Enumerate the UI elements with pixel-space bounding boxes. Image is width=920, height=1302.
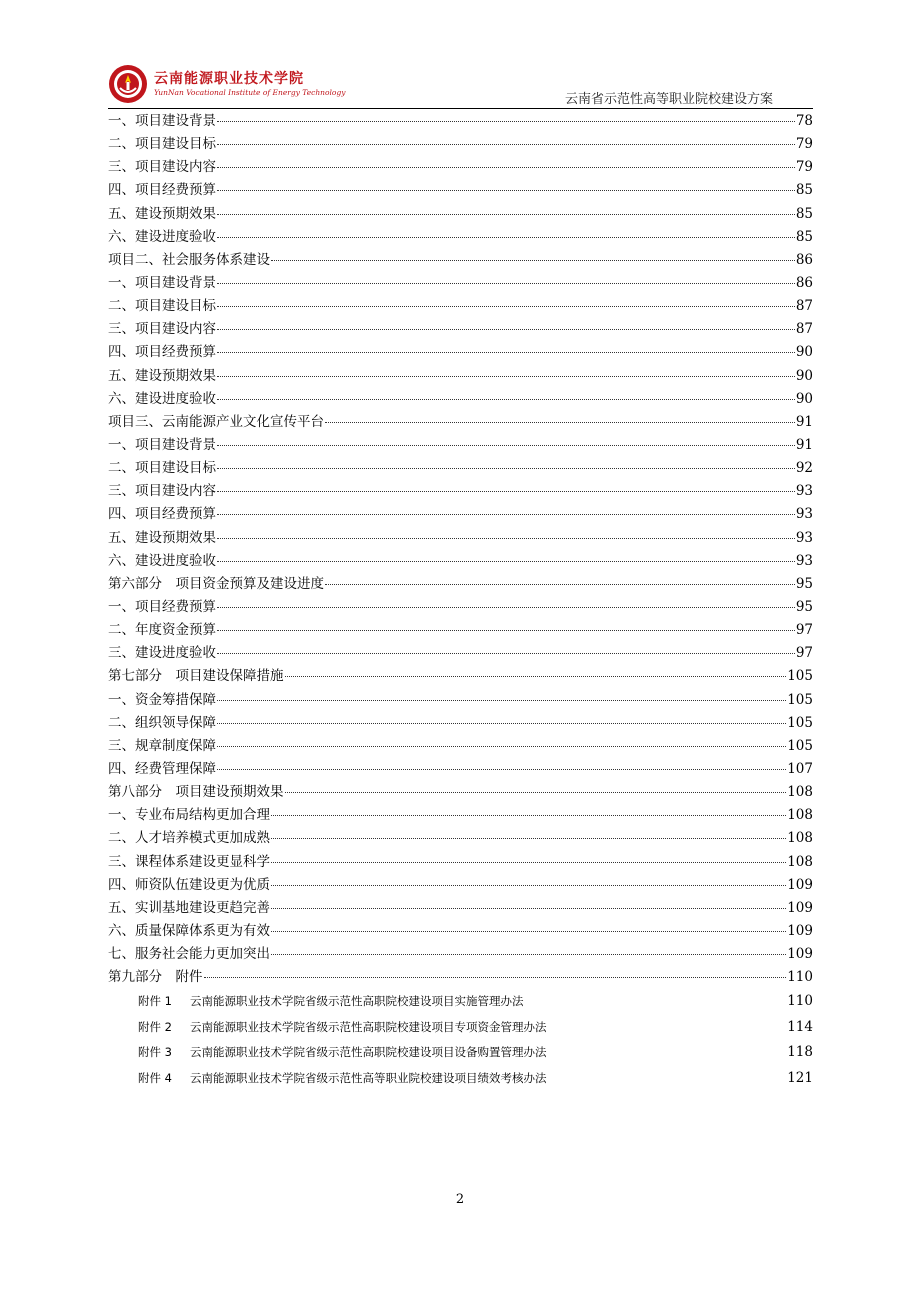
toc-entry-label: 项目三、云南能源产业文化宣传平台 — [108, 413, 324, 430]
appendix-entry[interactable] — [108, 1015, 813, 1041]
appendix-number: 附件 1 — [138, 994, 172, 1009]
toc-leader-dots — [217, 190, 795, 191]
toc-entry-page: 97 — [795, 622, 813, 639]
toc-entry[interactable] — [108, 781, 813, 804]
appendix-page: 121 — [787, 1069, 813, 1086]
toc-entry[interactable] — [108, 804, 813, 827]
toc-entry-page: 91 — [795, 413, 813, 430]
toc-entry-page: 79 — [795, 159, 813, 176]
toc-entry[interactable] — [108, 249, 813, 272]
appendix-entry[interactable] — [108, 989, 813, 1015]
toc-entry[interactable] — [108, 573, 813, 596]
document-title: 云南省示范性高等职业院校建设方案 — [564, 92, 773, 107]
toc-leader-dots — [217, 167, 795, 168]
toc-leader-dots — [285, 676, 787, 677]
page-header — [108, 62, 813, 109]
toc-leader-dots — [271, 862, 786, 863]
toc-entry-page: 108 — [787, 784, 813, 801]
toc-leader-dots — [217, 283, 795, 284]
toc-entry-page: 107 — [787, 760, 813, 777]
toc-entry-label: 三、课程体系建设更显科学 — [108, 853, 270, 870]
toc-entry-page: 87 — [795, 321, 813, 338]
toc-leader-dots — [217, 653, 795, 654]
table-of-contents — [108, 110, 813, 1091]
toc-leader-dots — [217, 399, 795, 400]
appendix-title: 云南能源职业技术学院省级示范性高职院校建设项目专项资金管理办法 — [190, 1019, 547, 1034]
toc-entry-label: 六、建设进度验收 — [108, 228, 216, 245]
toc-entry[interactable] — [108, 943, 813, 966]
toc-entry-label: 一、项目经费预算 — [108, 598, 216, 615]
toc-entry-label: 六、质量保障体系更为有效 — [108, 922, 270, 939]
appendix-entry[interactable] — [108, 1040, 813, 1066]
toc-entry-label: 二、年度资金预算 — [108, 622, 216, 639]
toc-entry-label: 四、项目经费预算 — [108, 344, 216, 361]
toc-leader-dots — [217, 329, 795, 330]
toc-leader-dots — [217, 514, 795, 515]
toc-entry-page: 93 — [795, 506, 813, 523]
toc-entry-page: 90 — [795, 367, 813, 384]
toc-entry-label: 六、建设进度验收 — [108, 552, 216, 569]
toc-entry-label: 项目二、社会服务体系建设 — [108, 251, 270, 268]
toc-entry[interactable] — [108, 851, 813, 874]
toc-entry-label: 三、项目建设内容 — [108, 159, 216, 176]
appendix-title: 云南能源职业技术学院省级示范性高等职业院校建设项目绩效考核办法 — [190, 1070, 547, 1085]
toc-entry-label: 四、项目经费预算 — [108, 182, 216, 199]
appendix-page: 114 — [787, 1018, 813, 1035]
toc-entry[interactable] — [108, 689, 813, 712]
toc-leader-dots — [271, 885, 786, 886]
toc-entry-page: 87 — [795, 298, 813, 315]
toc-entry-page: 95 — [795, 575, 813, 592]
toc-entry-page: 108 — [787, 830, 813, 847]
toc-leader-dots — [217, 607, 795, 608]
toc-leader-dots — [217, 723, 786, 724]
toc-entry-label: 一、项目建设背景 — [108, 113, 216, 129]
toc-leader-dots — [217, 538, 795, 539]
toc-entry[interactable] — [108, 897, 813, 920]
toc-leader-dots — [285, 792, 787, 793]
toc-entry-page: 105 — [787, 714, 813, 731]
appendix-page: 110 — [787, 993, 813, 1010]
toc-entry-page: 78 — [795, 113, 813, 129]
toc-entry-label: 三、建设进度验收 — [108, 645, 216, 662]
toc-leader-dots — [325, 584, 795, 585]
toc-entry[interactable] — [108, 179, 813, 202]
toc-entry[interactable] — [108, 966, 813, 989]
toc-leader-dots — [217, 445, 795, 446]
toc-entry[interactable] — [108, 550, 813, 573]
toc-entry-page: 93 — [795, 529, 813, 546]
toc-entry-page: 79 — [795, 136, 813, 153]
toc-entry-label: 四、经费管理保障 — [108, 760, 216, 777]
appendix-page: 118 — [787, 1044, 813, 1061]
toc-entry[interactable] — [108, 133, 813, 156]
toc-entry-page: 105 — [787, 691, 813, 708]
toc-leader-dots — [271, 908, 786, 909]
toc-entry-label: 二、组织领导保障 — [108, 714, 216, 731]
toc-entry[interactable] — [108, 295, 813, 318]
toc-entry[interactable] — [108, 527, 813, 550]
toc-entry-page: 92 — [795, 460, 813, 477]
toc-entry-label: 第六部分 项目资金预算及建设进度 — [108, 575, 324, 592]
toc-entry-label: 五、建设预期效果 — [108, 205, 216, 222]
toc-entry[interactable] — [108, 457, 813, 480]
toc-entry-label: 四、师资队伍建设更为优质 — [108, 876, 270, 893]
toc-entry-page: 93 — [795, 483, 813, 500]
toc-leader-dots — [217, 352, 795, 353]
toc-entry-page: 91 — [795, 436, 813, 453]
toc-entry-label: 五、建设预期效果 — [108, 367, 216, 384]
toc-leader-dots — [217, 491, 795, 492]
toc-entry-page: 85 — [795, 228, 813, 245]
toc-entry[interactable] — [108, 341, 813, 364]
toc-entry[interactable] — [108, 920, 813, 943]
toc-entry-page: 90 — [795, 344, 813, 361]
appendix-entry[interactable] — [108, 1066, 813, 1092]
toc-entry[interactable] — [108, 642, 813, 665]
toc-entry-label: 第八部分 项目建设预期效果 — [108, 784, 284, 801]
toc-entry-page: 86 — [795, 274, 813, 291]
toc-entry[interactable] — [108, 619, 813, 642]
toc-entry-page: 85 — [795, 205, 813, 222]
toc-entry-label: 一、项目建设背景 — [108, 274, 216, 291]
toc-entry[interactable] — [108, 827, 813, 850]
school-emblem-icon — [108, 64, 148, 104]
toc-entry[interactable] — [108, 712, 813, 735]
toc-entry[interactable] — [108, 665, 813, 688]
toc-entry-page: 93 — [795, 552, 813, 569]
toc-leader-dots — [271, 260, 795, 261]
toc-leader-dots — [325, 422, 795, 423]
appendix-number: 附件 2 — [138, 1019, 172, 1034]
toc-leader-dots — [217, 306, 795, 307]
school-name-cn: 云南能源职业技术学院 — [154, 71, 304, 87]
toc-entry-page: 109 — [787, 876, 813, 893]
toc-entry[interactable] — [108, 203, 813, 226]
toc-entry-label: 二、项目建设目标 — [108, 136, 216, 153]
toc-leader-dots — [271, 838, 786, 839]
toc-leader-dots — [217, 144, 795, 145]
toc-entry-label: 七、服务社会能力更加突出 — [108, 946, 270, 963]
toc-entry-label: 第九部分 附件 — [108, 969, 203, 986]
toc-entry-label: 三、项目建设内容 — [108, 483, 216, 500]
toc-leader-dots — [217, 746, 786, 747]
toc-entry[interactable] — [108, 411, 813, 434]
toc-leader-dots — [217, 561, 795, 562]
toc-entry[interactable] — [108, 758, 813, 781]
toc-entry-label: 一、项目建设背景 — [108, 436, 216, 453]
school-name-en: YunNan Vocational Institute of Energy Technology — [154, 88, 346, 97]
toc-leader-dots — [217, 214, 795, 215]
toc-entry-label: 二、项目建设目标 — [108, 460, 216, 477]
appendix-number: 附件 3 — [138, 1045, 172, 1060]
toc-entry-page: 108 — [787, 853, 813, 870]
toc-entry[interactable] — [108, 480, 813, 503]
appendix-title: 云南能源职业技术学院省级示范性高职院校建设项目实施管理办法 — [190, 994, 524, 1009]
page-number: 2 — [455, 1192, 465, 1207]
toc-entry-page: 108 — [787, 807, 813, 824]
toc-entry[interactable] — [108, 226, 813, 249]
toc-entry[interactable] — [108, 156, 813, 179]
toc-entry-label: 五、建设预期效果 — [108, 529, 216, 546]
toc-entry-page: 109 — [787, 922, 813, 939]
toc-entry-label: 四、项目经费预算 — [108, 506, 216, 523]
toc-entry-page: 109 — [787, 899, 813, 916]
toc-leader-dots — [217, 376, 795, 377]
toc-entry[interactable] — [108, 365, 813, 388]
toc-entry[interactable] — [108, 110, 813, 133]
toc-entry[interactable] — [108, 503, 813, 526]
toc-entry[interactable] — [108, 735, 813, 758]
toc-entry-page: 95 — [795, 598, 813, 615]
toc-leader-dots — [217, 121, 795, 122]
toc-entry[interactable] — [108, 434, 813, 457]
toc-entry-label: 三、规章制度保障 — [108, 737, 216, 754]
toc-entry-label: 二、人才培养模式更加成熟 — [108, 830, 270, 847]
toc-entry[interactable] — [108, 272, 813, 295]
toc-leader-dots — [217, 700, 786, 701]
toc-entry[interactable] — [108, 874, 813, 897]
toc-leader-dots — [271, 931, 786, 932]
toc-leader-dots — [204, 977, 787, 978]
appendix-number: 附件 4 — [138, 1070, 172, 1085]
toc-entry-label: 三、项目建设内容 — [108, 321, 216, 338]
toc-entry[interactable] — [108, 388, 813, 411]
toc-entry-page: 86 — [795, 251, 813, 268]
toc-entry-label: 五、实训基地建设更趋完善 — [108, 899, 270, 916]
toc-entry-label: 二、项目建设目标 — [108, 298, 216, 315]
toc-entry-page: 110 — [787, 969, 813, 986]
toc-entry-page: 105 — [787, 737, 813, 754]
toc-entry-label: 第七部分 项目建设保障措施 — [108, 668, 284, 685]
toc-entry-label: 一、专业布局结构更加合理 — [108, 807, 270, 824]
toc-entry-page: 97 — [795, 645, 813, 662]
appendix-title: 云南能源职业技术学院省级示范性高职院校建设项目设备购置管理办法 — [190, 1045, 547, 1060]
toc-leader-dots — [217, 237, 795, 238]
toc-leader-dots — [217, 769, 786, 770]
toc-leader-dots — [217, 630, 795, 631]
toc-entry-page: 105 — [787, 668, 813, 685]
toc-leader-dots — [217, 468, 795, 469]
toc-entry-label: 一、资金筹措保障 — [108, 691, 216, 708]
toc-leader-dots — [271, 954, 786, 955]
toc-entry-page: 109 — [787, 946, 813, 963]
toc-entry-page: 90 — [795, 390, 813, 407]
toc-entry-label: 六、建设进度验收 — [108, 390, 216, 407]
toc-leader-dots — [271, 815, 786, 816]
toc-entry-page: 85 — [795, 182, 813, 199]
toc-entry[interactable] — [108, 596, 813, 619]
toc-entry[interactable] — [108, 318, 813, 341]
